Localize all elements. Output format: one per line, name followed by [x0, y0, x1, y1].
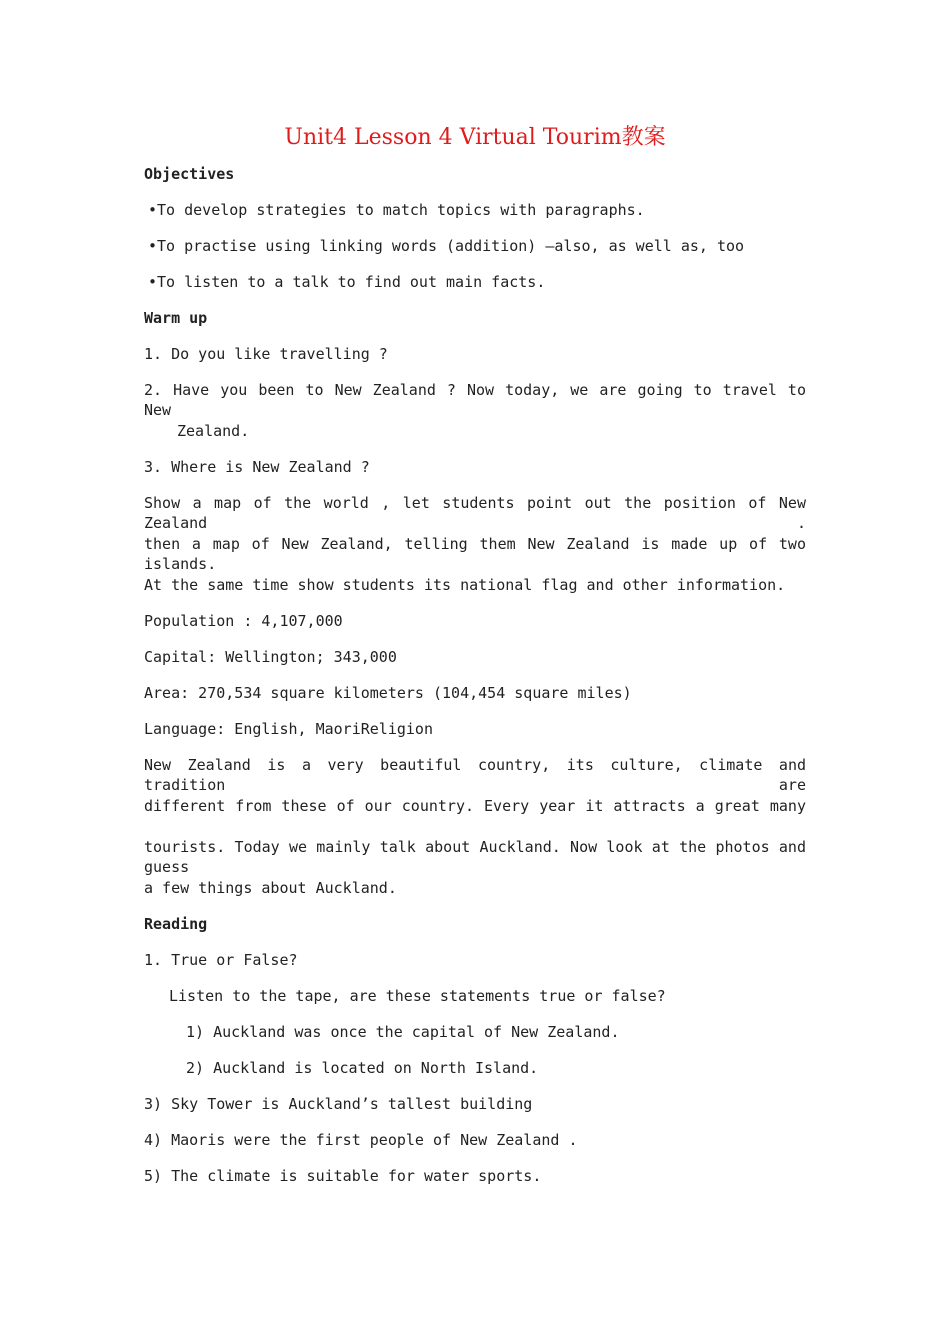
statement-item: 4) Maoris were the first people of New Zealand . [144, 1131, 578, 1149]
objective-item: •To listen to a talk to find out main facts. [148, 273, 546, 291]
paragraph-line: different from these of our country. Every year it attracts a great many [144, 797, 806, 815]
paragraph-line: New Zealand is a very beautiful country, its culture, climate and tradition are [144, 756, 806, 794]
document-title: Unit4 Lesson 4 Virtual Tourim教案 [284, 125, 666, 150]
warmup-question: 3. Where is New Zealand ? [144, 458, 370, 476]
statement-item: 3) Sky Tower is Auckland’s tallest building [144, 1095, 533, 1113]
reading-instruction: Listen to the tape, are these statements true or false? [169, 987, 666, 1005]
statement-item: 1) Auckland was once the capital of New Zealand. [186, 1023, 620, 1041]
warmup-question: 2. Have you been to New Zealand ? Now today, we are going to travel to New [144, 381, 806, 419]
objective-item: •To practise using linking words (addition) –also, as well as, too [148, 237, 745, 255]
paragraph-line: a few things about Auckland. [144, 879, 397, 897]
area-info: Area: 270,534 square kilometers (104,454 square miles) [144, 684, 632, 702]
reading-heading: Reading [144, 915, 208, 933]
warmup-question-continued: Zealand. [177, 422, 250, 440]
paragraph-line: Show a map of the world , let students point out the position of New Zealand . [144, 494, 806, 532]
population-info: Population : 4,107,000 [144, 612, 343, 630]
warmup-heading: Warm up [144, 309, 208, 327]
paragraph-line: tourists. Today we mainly talk about Auckland. Now look at the photos and guess [144, 838, 806, 876]
objective-item: •To develop strategies to match topics with paragraphs. [148, 201, 645, 219]
objectives-heading: Objectives [144, 165, 235, 183]
paragraph-line: then a map of New Zealand, telling them New Zealand is made up of two islands. [144, 535, 806, 573]
language-info: Language: English, MaoriReligion [144, 720, 433, 738]
statement-item: 5) The climate is suitable for water sports. [144, 1167, 542, 1185]
paragraph-line: At the same time show students its national flag and other information. [144, 576, 786, 594]
reading-item: 1. True or False? [144, 951, 298, 969]
capital-info: Capital: Wellington; 343,000 [144, 648, 397, 666]
statement-item: 2) Auckland is located on North Island. [186, 1059, 539, 1077]
warmup-question: 1. Do you like travelling ? [144, 345, 388, 363]
